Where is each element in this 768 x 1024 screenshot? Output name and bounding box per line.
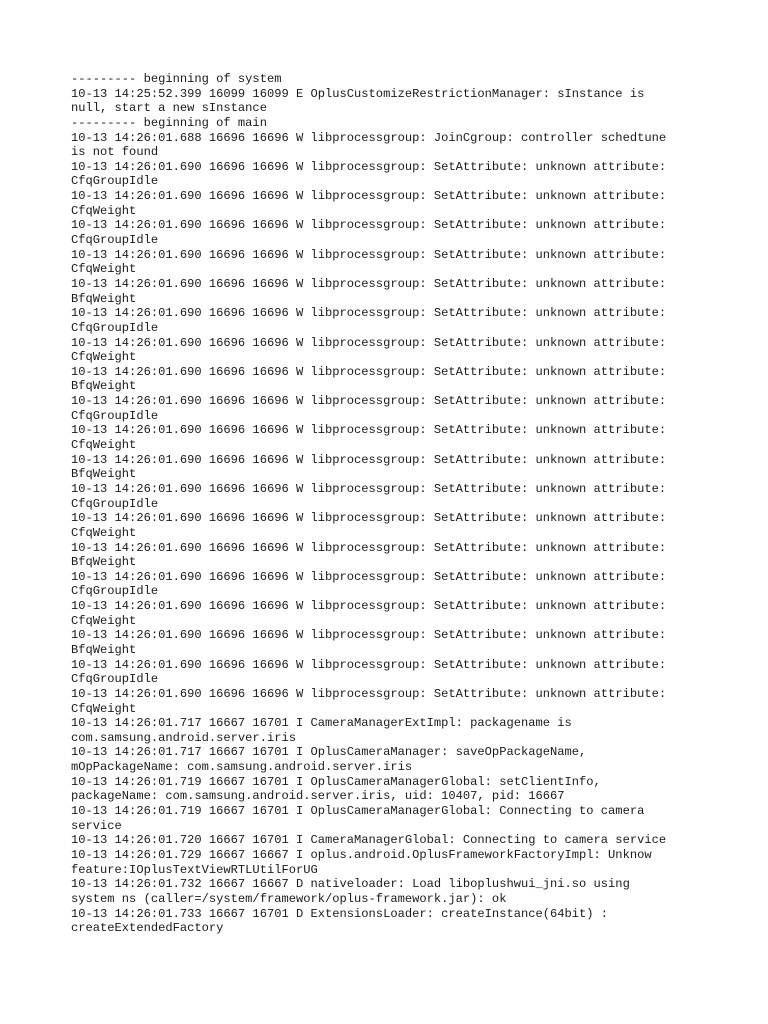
log-line: CfqWeight	[71, 350, 137, 365]
log-line: 10-13 14:26:01.690 16696 16696 W libprocessgroup: SetAttribute: unknown attribute:	[71, 159, 667, 174]
log-line: packageName: com.samsung.android.server.iris, uid: 10407, pid: 16667	[71, 789, 565, 804]
log-line: system ns (caller=/system/framework/oplus-framework.jar): ok	[71, 891, 507, 906]
log-line: service	[71, 818, 122, 833]
log-line: 10-13 14:26:01.733 16667 16701 D ExtensionsLoader: createInstance(64bit) :	[71, 906, 609, 921]
log-line: --------- beginning of system	[71, 72, 282, 86]
log-line: 10-13 14:26:01.719 16667 16701 I OplusCameraManagerGlobal: setClientInfo,	[71, 774, 601, 789]
log-line: 10-13 14:26:01.690 16696 16696 W libprocessgroup: SetAttribute: unknown attribute:	[71, 189, 667, 204]
log-line: BfqWeight	[71, 379, 137, 394]
log-line: CfqWeight	[71, 613, 137, 628]
log-line: CfqGroupIdle	[71, 672, 159, 687]
log-line: feature:IOplusTextViewRTLUtilForUG	[71, 862, 318, 877]
log-line: com.samsung.android.server.iris	[71, 730, 296, 745]
log-line: CfqGroupIdle	[71, 233, 159, 248]
log-line: createExtendedFactory	[71, 921, 224, 936]
log-line: 10-13 14:26:01.717 16667 16701 I CameraManagerExtImpl: packagename is	[71, 716, 572, 731]
log-line: 10-13 14:26:01.720 16667 16701 I CameraManagerGlobal: Connecting to camera service	[71, 833, 667, 848]
log-line: --------- beginning of main	[71, 115, 267, 130]
log-line: CfqWeight	[71, 438, 137, 453]
log-line: BfqWeight	[71, 467, 137, 482]
log-line: CfqWeight	[71, 262, 137, 277]
log-text-block	[71, 72, 711, 936]
log-line: CfqWeight	[71, 525, 137, 540]
log-line: CfqGroupIdle	[71, 174, 159, 189]
log-line: 10-13 14:26:01.690 16696 16696 W libprocessgroup: SetAttribute: unknown attribute:	[71, 657, 667, 672]
log-line: is not found	[71, 145, 159, 160]
log-line: 10-13 14:26:01.690 16696 16696 W libprocessgroup: SetAttribute: unknown attribute:	[71, 481, 667, 496]
log-line: CfqGroupIdle	[71, 584, 159, 599]
log-line: BfqWeight	[71, 555, 137, 570]
log-line: 10-13 14:26:01.690 16696 16696 W libprocessgroup: SetAttribute: unknown attribute:	[71, 452, 667, 467]
log-line: 10-13 14:26:01.690 16696 16696 W libprocessgroup: SetAttribute: unknown attribute:	[71, 511, 667, 526]
log-line: null, start a new sInstance	[71, 101, 267, 116]
log-line: 10-13 14:26:01.690 16696 16696 W libprocessgroup: SetAttribute: unknown attribute:	[71, 218, 667, 233]
log-line: 10-13 14:26:01.717 16667 16701 I OplusCameraManager: saveOpPackageName,	[71, 745, 587, 760]
log-line: CfqGroupIdle	[71, 496, 159, 511]
log-line: 10-13 14:26:01.690 16696 16696 W libprocessgroup: SetAttribute: unknown attribute:	[71, 276, 667, 291]
log-line: 10-13 14:26:01.690 16696 16696 W libprocessgroup: SetAttribute: unknown attribute:	[71, 686, 667, 701]
log-line: 10-13 14:26:01.729 16667 16667 I oplus.android.OplusFrameworkFactoryImpl: Unknow	[71, 847, 652, 862]
log-line: mOpPackageName: com.samsung.android.server.iris	[71, 760, 413, 775]
log-line: 10-13 14:25:52.399 16099 16099 E OplusCustomizeRestrictionManager: sInstance is	[71, 86, 645, 101]
log-line: 10-13 14:26:01.719 16667 16701 I OplusCameraManagerGlobal: Connecting to camera	[71, 804, 645, 819]
log-line: CfqGroupIdle	[71, 320, 159, 335]
log-line: 10-13 14:26:01.690 16696 16696 W libprocessgroup: SetAttribute: unknown attribute:	[71, 335, 667, 350]
log-line: 10-13 14:26:01.690 16696 16696 W libprocessgroup: SetAttribute: unknown attribute:	[71, 628, 667, 643]
log-line: 10-13 14:26:01.690 16696 16696 W libprocessgroup: SetAttribute: unknown attribute:	[71, 306, 667, 321]
log-line: 10-13 14:26:01.690 16696 16696 W libprocessgroup: SetAttribute: unknown attribute:	[71, 599, 667, 614]
log-line: CfqWeight	[71, 701, 137, 716]
log-line: 10-13 14:26:01.732 16667 16667 D nativeloader: Load liboplushwui_jni.so using	[71, 877, 630, 892]
log-line: CfqWeight	[71, 203, 137, 218]
log-line: CfqGroupIdle	[71, 408, 159, 423]
log-line: 10-13 14:26:01.690 16696 16696 W libprocessgroup: SetAttribute: unknown attribute:	[71, 364, 667, 379]
log-line: BfqWeight	[71, 642, 137, 657]
log-line: 10-13 14:26:01.690 16696 16696 W libprocessgroup: SetAttribute: unknown attribute:	[71, 247, 667, 262]
log-line: 10-13 14:26:01.690 16696 16696 W libprocessgroup: SetAttribute: unknown attribute:	[71, 423, 667, 438]
log-line: 10-13 14:26:01.690 16696 16696 W libprocessgroup: SetAttribute: unknown attribute:	[71, 540, 667, 555]
log-line: 10-13 14:26:01.688 16696 16696 W libprocessgroup: JoinCgroup: controller schedtune	[71, 130, 667, 145]
log-line: 10-13 14:26:01.690 16696 16696 W libprocessgroup: SetAttribute: unknown attribute:	[71, 569, 667, 584]
log-line: BfqWeight	[71, 291, 137, 306]
log-line: 10-13 14:26:01.690 16696 16696 W libprocessgroup: SetAttribute: unknown attribute:	[71, 394, 667, 409]
